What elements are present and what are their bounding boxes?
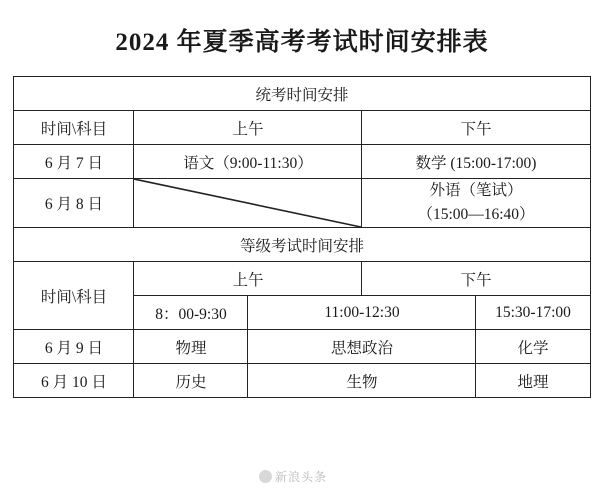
unified-row0-afternoon: 数学 (15:00-17:00) [362, 145, 590, 179]
watermark-logo-icon [259, 470, 272, 483]
grade-row1-subject-0: 历史 [134, 364, 248, 398]
grade-header-time: 时间\科目 [14, 262, 134, 330]
grade-row1-time: 6 月 10 日 [14, 364, 134, 398]
grade-slot-1: 11:00-12:30 [248, 296, 476, 330]
diagonal-strike-icon [134, 179, 361, 227]
unified-row0-time: 6 月 7 日 [14, 145, 134, 179]
page-title: 2024 年夏季高考考试时间安排表 [115, 29, 489, 56]
table-row [14, 77, 590, 111]
unified-section-heading: 统考时间安排 [14, 77, 590, 111]
grade-section-heading: 等级考试时间安排 [14, 228, 590, 262]
grade-row0-time: 6 月 9 日 [14, 330, 134, 364]
table-row [14, 111, 590, 145]
grade-row1-subject-2: 地理 [476, 364, 590, 398]
unified-row0-morning: 语文（9:00-11:30） [134, 145, 362, 179]
grade-header-afternoon: 下午 [362, 262, 590, 296]
document-page [0, 22, 604, 500]
unified-row1-afternoon [362, 179, 590, 228]
grade-slot-0: 8：00-9:30 [134, 296, 248, 330]
table-row [14, 364, 590, 398]
table-row [14, 262, 590, 296]
watermark-text: 新浪头条 [275, 470, 328, 484]
unified-row1-afternoon-line1: 外语（笔试） [429, 182, 523, 199]
grade-header-morning: 上午 [134, 262, 362, 296]
exam-schedule-table [13, 76, 590, 398]
unified-header-time: 时间\科目 [14, 111, 134, 145]
table-row [14, 145, 590, 179]
unified-header-morning: 上午 [134, 111, 362, 145]
grade-slot-2: 15:30-17:00 [476, 296, 590, 330]
unified-row1-morning-empty [134, 179, 362, 228]
grade-row0-subject-0: 物理 [134, 330, 248, 364]
grade-row0-subject-2: 化学 [476, 330, 590, 364]
unified-header-afternoon: 下午 [362, 111, 590, 145]
grade-row0-subject-1: 思想政治 [248, 330, 476, 364]
table-row [14, 330, 590, 364]
grade-row1-subject-1: 生物 [248, 364, 476, 398]
table-row [14, 179, 590, 228]
watermark [259, 468, 327, 485]
unified-row1-afternoon-line2: （15:00—16:40） [417, 206, 535, 224]
unified-row1-time: 6 月 8 日 [14, 179, 134, 228]
table-row [14, 228, 590, 262]
